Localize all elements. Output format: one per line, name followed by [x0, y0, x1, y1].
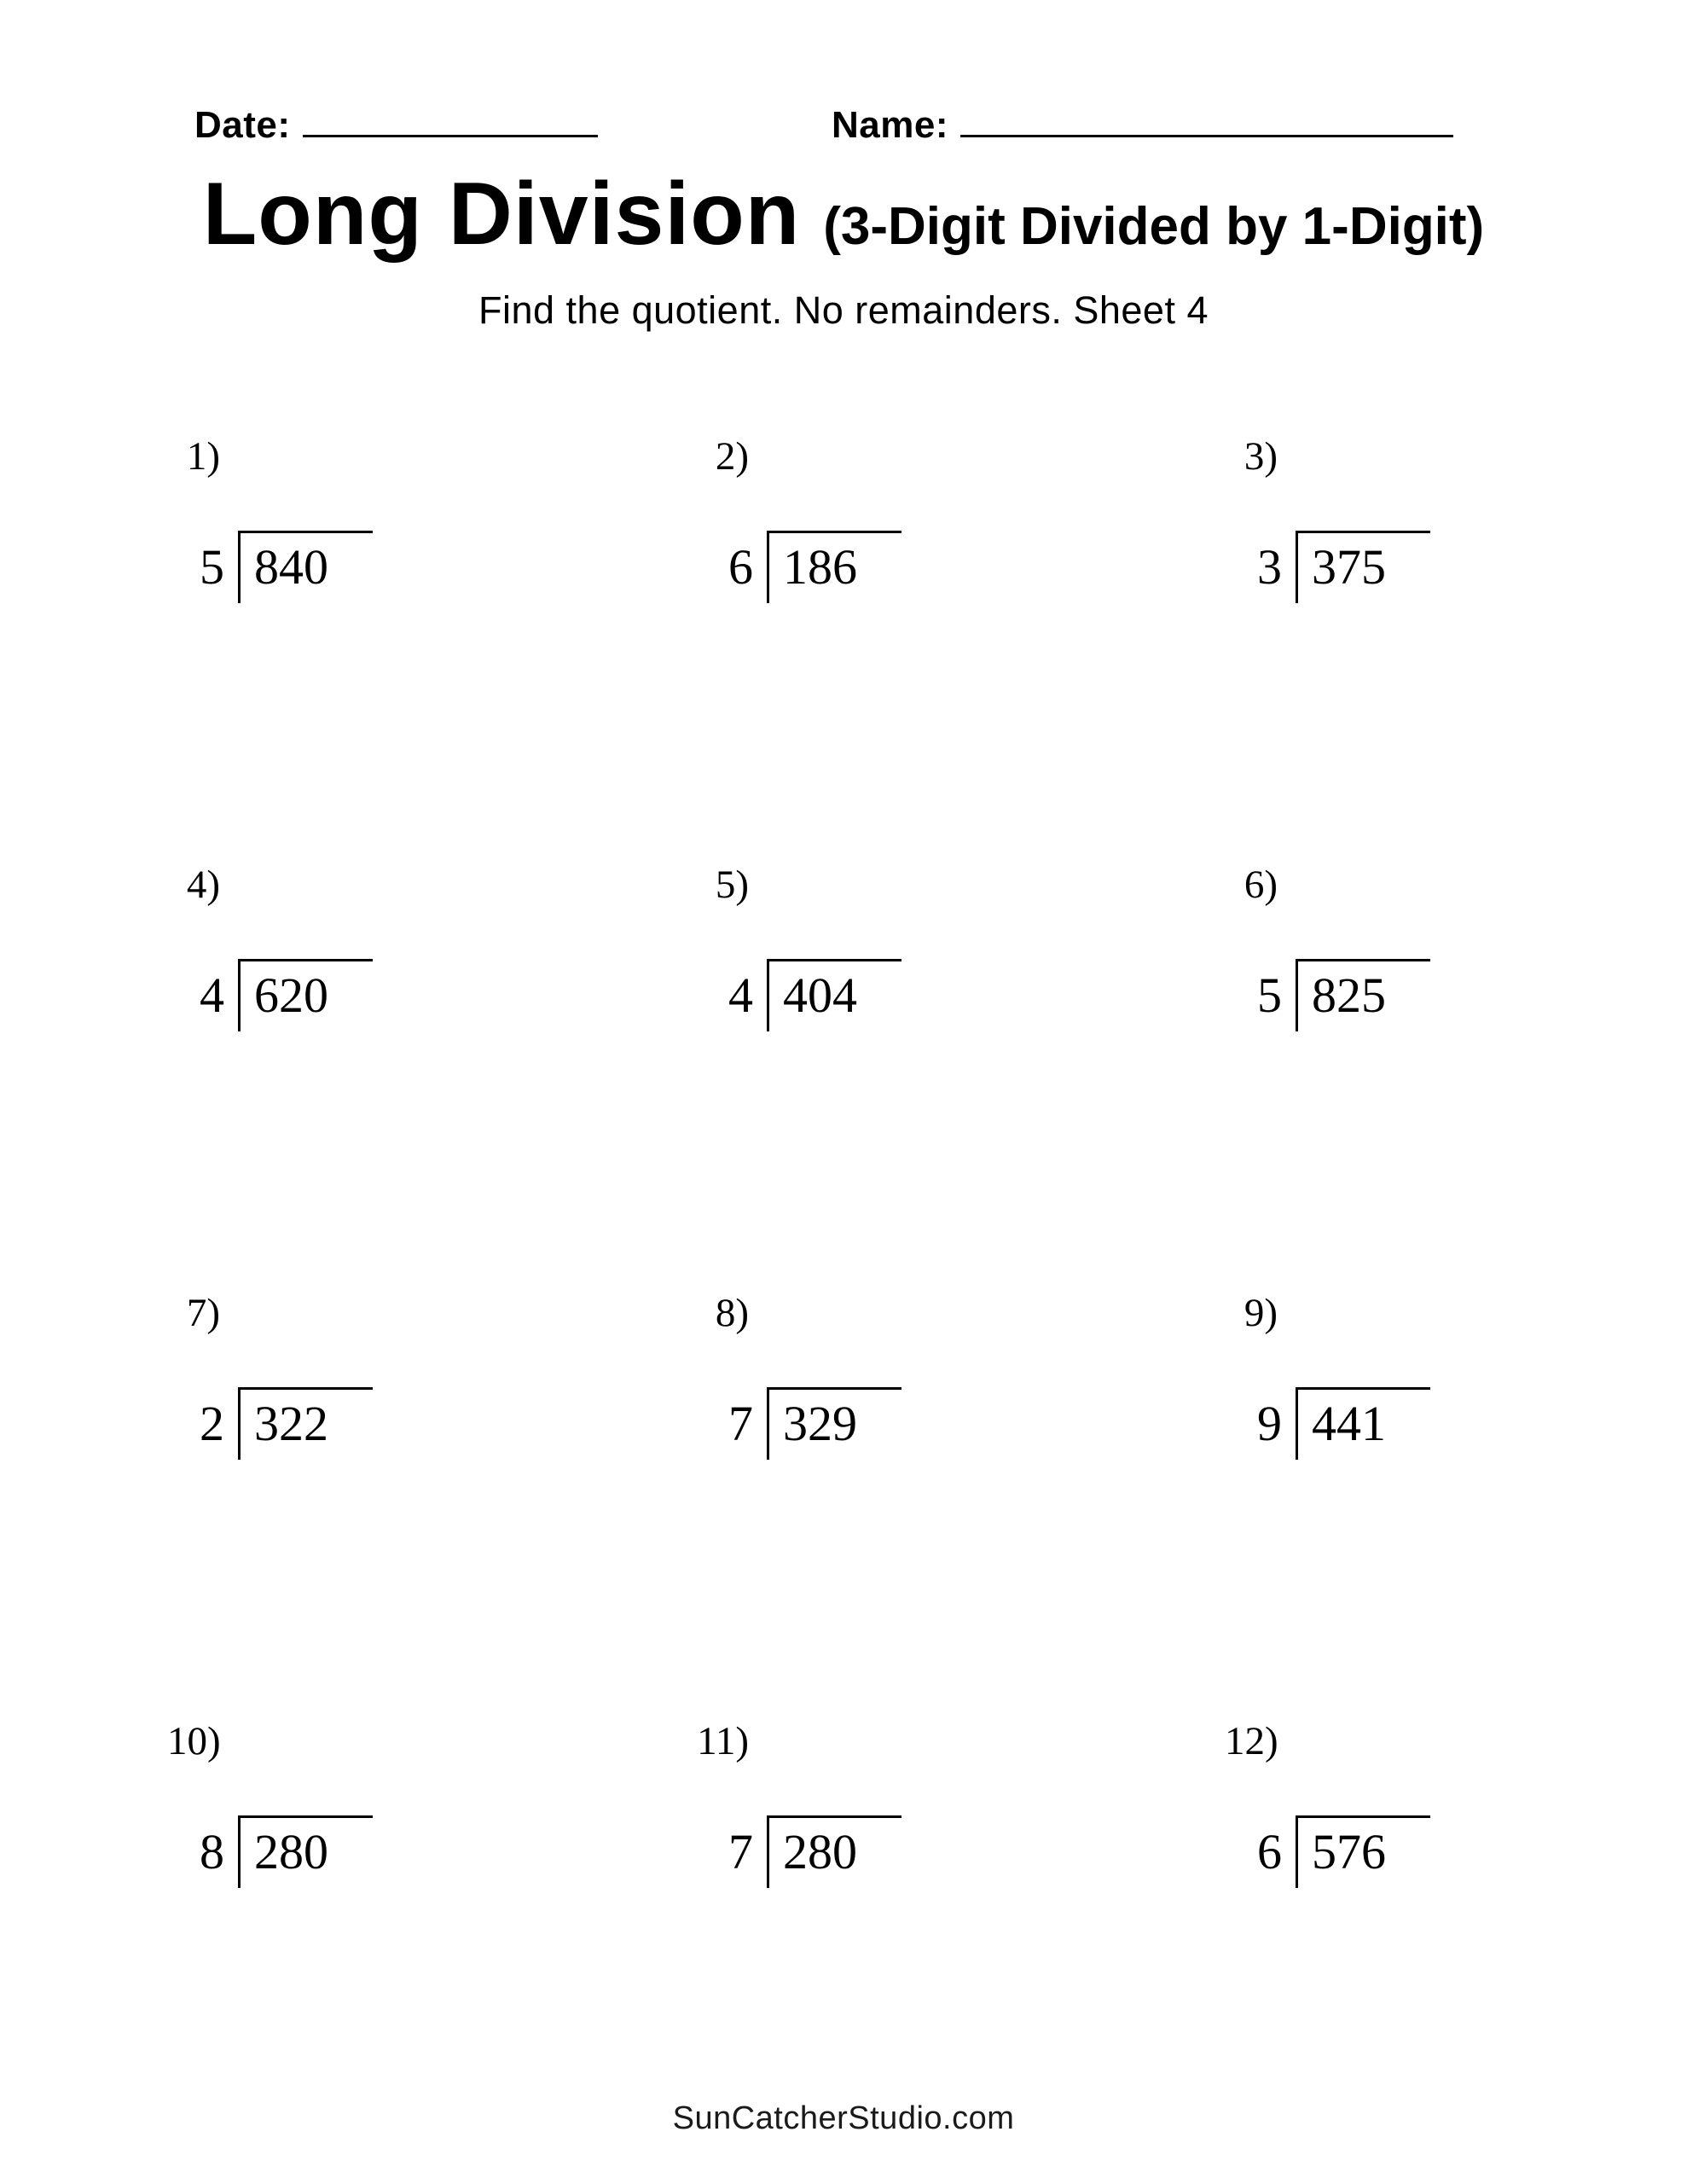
page-title: Long Division — [202, 165, 801, 264]
instructions-text: Find the quotient. No remainders. Sheet 4 — [478, 288, 1209, 332]
problems-grid — [167, 433, 1687, 2146]
title-block — [0, 164, 1687, 265]
division-expression — [200, 1815, 373, 1888]
dividend: 375 — [1296, 531, 1430, 603]
dividend: 280 — [238, 1815, 373, 1888]
dividend: 441 — [1296, 1387, 1430, 1460]
problem-number: 9) — [1244, 1291, 1278, 1335]
divisor: 6 — [1257, 1824, 1282, 1879]
divisor: 3 — [1257, 539, 1282, 595]
divisor: 6 — [728, 539, 753, 595]
problem-number: 7) — [186, 1291, 220, 1335]
date-field-group — [194, 101, 598, 147]
problem — [1225, 1718, 1687, 2146]
division-expression — [728, 1387, 901, 1460]
name-field-group — [832, 101, 1453, 147]
header-row — [0, 101, 1687, 160]
page-title-suffix: (3-Digit Divided by 1-Digit) — [823, 197, 1485, 256]
problem — [699, 1718, 1228, 2146]
footer-credit: SunCatcherStudio.com — [672, 2100, 1015, 2136]
problem-number: 8) — [715, 1291, 749, 1335]
divisor: 4 — [728, 967, 753, 1023]
division-expression — [200, 959, 373, 1031]
problem-number: 1) — [186, 434, 220, 479]
division-expression — [200, 1387, 373, 1460]
problem — [1228, 1290, 1687, 1718]
problem — [699, 433, 1228, 862]
problem — [1228, 433, 1687, 862]
problem-number: 11) — [697, 1719, 749, 1763]
problem-number: 3) — [1244, 434, 1278, 479]
problem-number: 4) — [186, 863, 220, 907]
division-expression — [1257, 1387, 1430, 1460]
problem — [699, 1290, 1228, 1718]
divisor: 4 — [200, 967, 224, 1023]
division-expression — [728, 531, 901, 603]
dividend: 825 — [1296, 959, 1430, 1031]
problem-number: 6) — [1244, 863, 1278, 907]
dividend: 620 — [238, 959, 373, 1031]
date-label: Date: — [194, 104, 291, 146]
dividend: 280 — [767, 1815, 901, 1888]
date-blank-line — [303, 101, 598, 137]
division-expression — [1257, 1815, 1430, 1888]
problem-number: 2) — [715, 434, 749, 479]
problem — [171, 862, 699, 1290]
dividend: 186 — [767, 531, 901, 603]
division-expression — [728, 1815, 901, 1888]
divisor: 7 — [728, 1824, 753, 1879]
problem-number: 12) — [1225, 1719, 1278, 1763]
divisor: 5 — [1257, 967, 1282, 1023]
problem — [167, 1718, 699, 2146]
name-blank-line — [960, 101, 1453, 137]
dividend: 576 — [1296, 1815, 1430, 1888]
name-label: Name: — [832, 104, 948, 146]
divisor: 5 — [200, 539, 224, 595]
divisor: 7 — [728, 1396, 753, 1451]
dividend: 329 — [767, 1387, 901, 1460]
problem — [171, 1290, 699, 1718]
problem — [1228, 862, 1687, 1290]
division-expression — [1257, 531, 1430, 603]
problem — [699, 862, 1228, 1290]
problem — [171, 433, 699, 862]
division-expression — [200, 531, 373, 603]
dividend: 404 — [767, 959, 901, 1031]
dividend: 840 — [238, 531, 373, 603]
division-expression — [728, 959, 901, 1031]
divisor: 8 — [200, 1824, 224, 1879]
divisor: 2 — [200, 1396, 224, 1451]
dividend: 322 — [238, 1387, 373, 1460]
divisor: 9 — [1257, 1396, 1282, 1451]
division-expression — [1257, 959, 1430, 1031]
problem-number: 10) — [167, 1719, 221, 1763]
problem-number: 5) — [715, 863, 749, 907]
